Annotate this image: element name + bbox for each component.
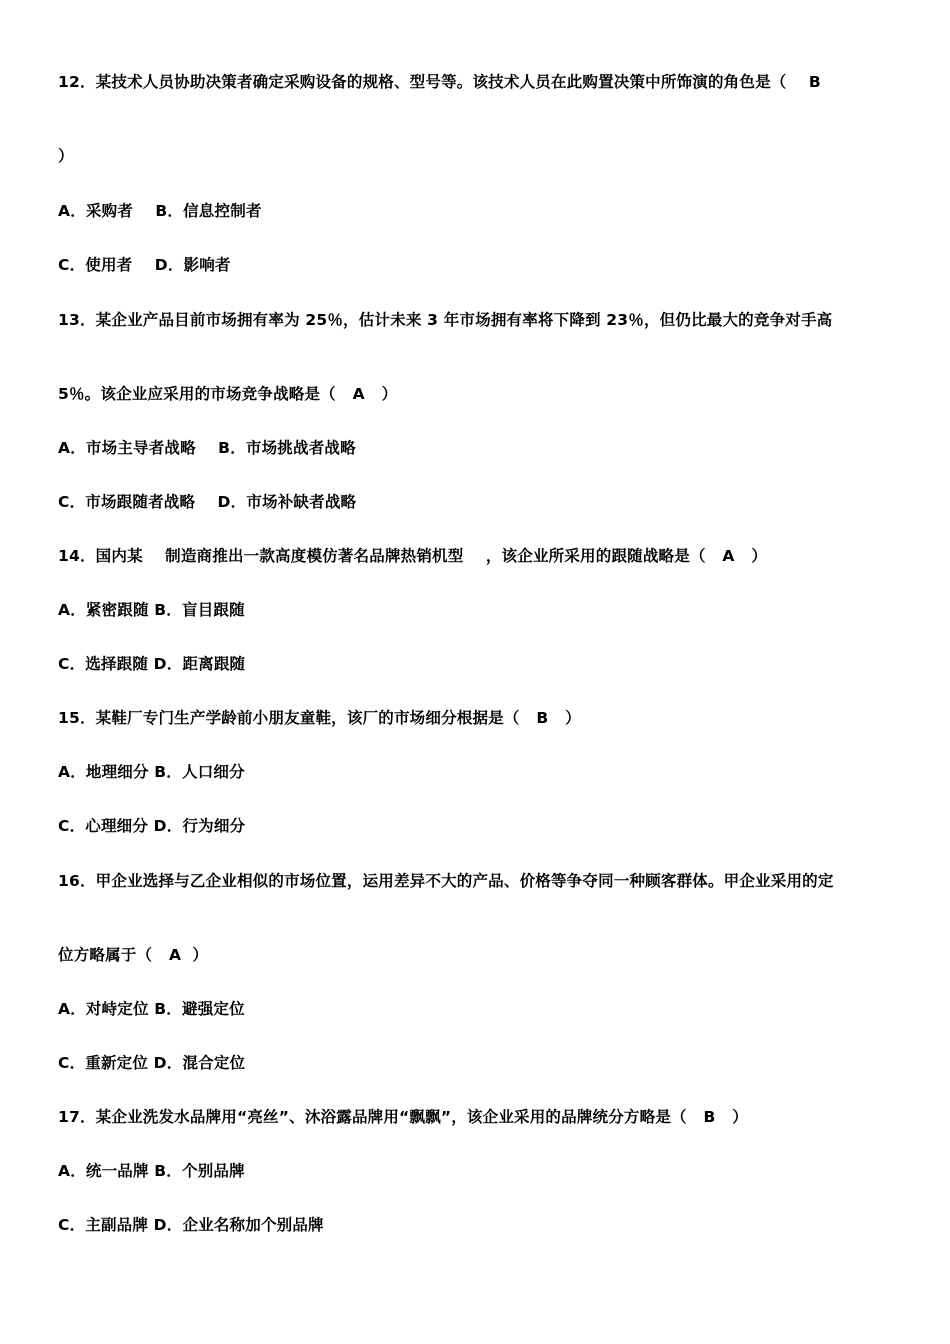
question-16-line-1: 16．甲企业选择与乙企业相似的市场位置，运用差异不大的产品、价格等争夺同一种顾客群体。甲企业采用的定: [58, 872, 834, 890]
question-12-options-ab: A．采购者 B．信息控制者: [58, 202, 262, 220]
question-13-options-cd: C．市场跟随者战略 D．市场补缺者战略: [58, 493, 357, 511]
question-16-options-cd: C．重新定位 D．混合定位: [58, 1054, 246, 1072]
question-15-line-1: 15．某鞋厂专门生产学龄前小朋友童鞋，该厂的市场细分根据是（ B ）: [58, 709, 581, 727]
question-14-options-ab: A．紧密跟随 B．盲目跟随: [58, 601, 245, 619]
question-13-line-2: 5％。该企业应采用的市场竞争战略是（ A ）: [58, 385, 398, 403]
question-17-options-cd: C．主副品牌 D．企业名称加个别品牌: [58, 1216, 324, 1234]
question-14-options-cd: C．选择跟随 D．距离跟随: [58, 655, 246, 673]
question-17-options-ab: A．统一品牌 B．个别品牌: [58, 1162, 245, 1180]
question-12-line-2: ）: [58, 147, 74, 165]
question-12-line-1: 12．某技术人员协助决策者确定采购设备的规格、型号等。该技术人员在此购置决策中所饰演的角色是（ B: [58, 73, 821, 91]
question-16-line-2: 位方略属于（ A ）: [58, 946, 209, 964]
question-15-options-ab: A．地理细分 B．人口细分: [58, 763, 245, 781]
question-13-line-1: 13．某企业产品目前市场拥有率为 25％，估计未来 3 年市场拥有率将下降到 23％，但仍比最大的竞争对手高: [58, 311, 833, 329]
question-15-options-cd: C．心理细分 D．行为细分: [58, 817, 246, 835]
question-13-options-ab: A．市场主导者战略 B．市场挑战者战略: [58, 439, 356, 457]
question-14-line-1: 14．国内某 制造商推出一款高度模仿著名品牌热销机型 ，该企业所采用的跟随战略是（ A ）: [58, 547, 768, 565]
question-17-line-1: 17．某企业洗发水品牌用“亮丝”、沐浴露品牌用“飘飘”，该企业采用的品牌统分方略是（ B ）: [58, 1108, 749, 1126]
question-16-options-ab: A．对峙定位 B．避强定位: [58, 1000, 245, 1018]
question-12-options-cd: C．使用者 D．影响者: [58, 256, 231, 274]
